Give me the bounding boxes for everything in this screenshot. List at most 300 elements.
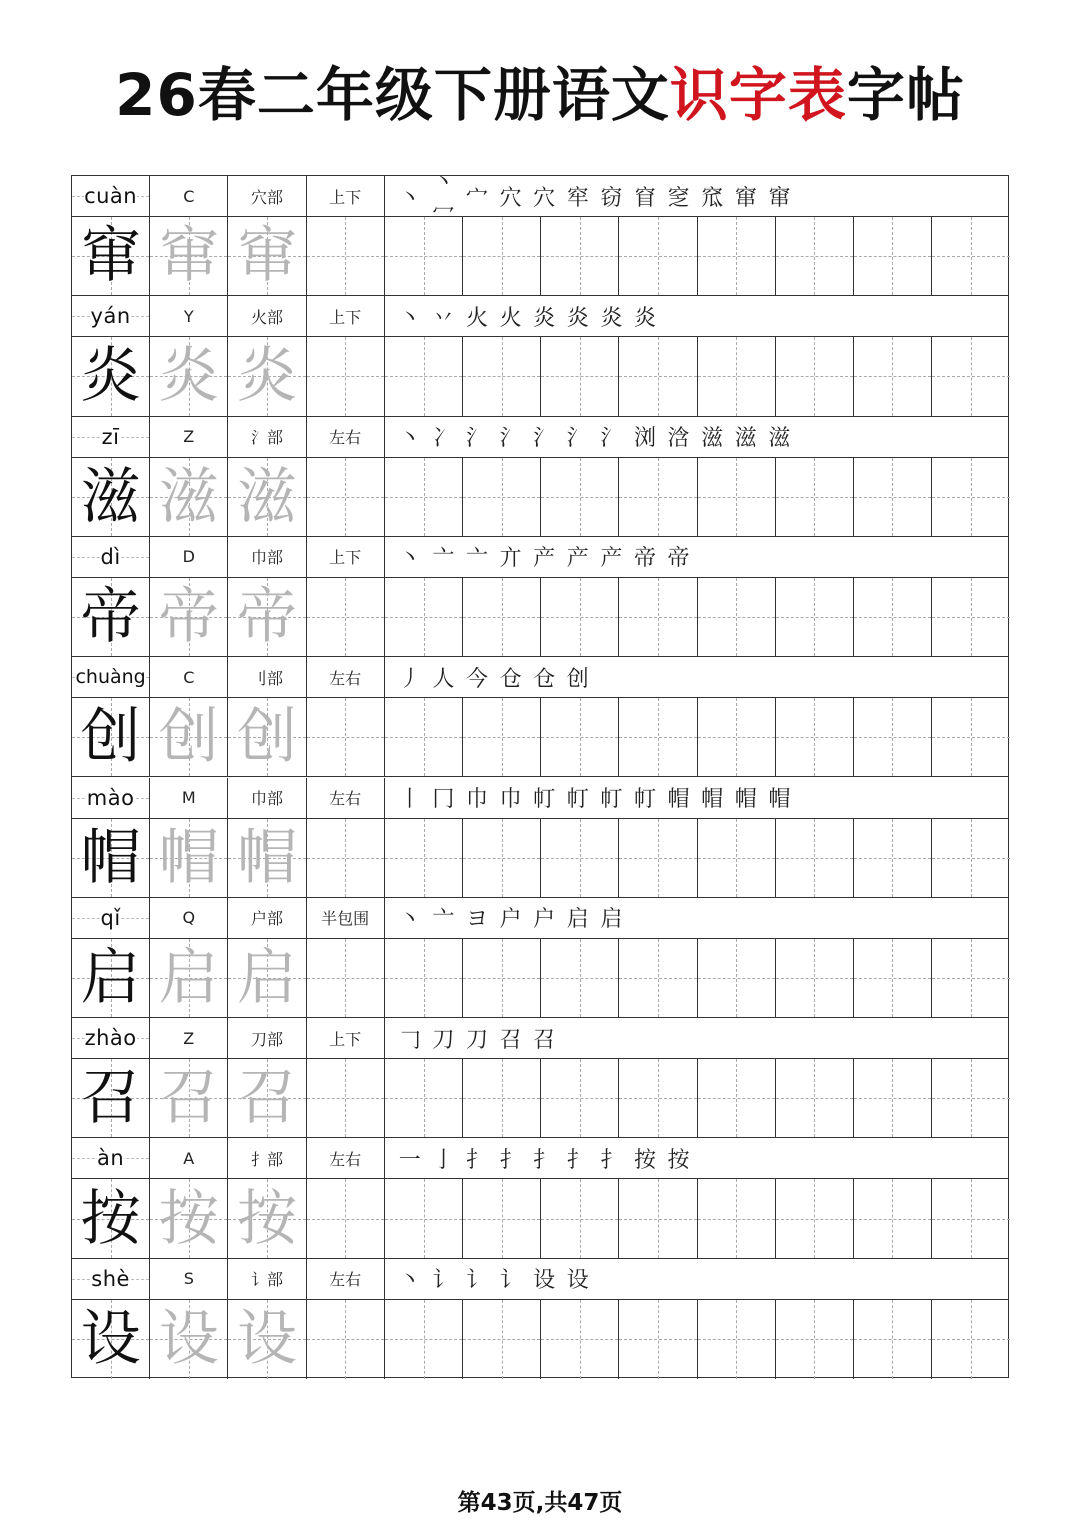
- stroke-step: 丶: [398, 185, 421, 211]
- stroke-step: 氵: [600, 426, 623, 452]
- blank-writing-cell[interactable]: [932, 698, 1010, 776]
- structure-cell: [307, 898, 385, 938]
- character-block: [72, 417, 1008, 537]
- info-row: [72, 296, 1008, 337]
- character-block: [72, 657, 1008, 777]
- practice-row: [72, 939, 1008, 1018]
- stroke-step: 帽: [768, 787, 791, 812]
- stroke-step: 召: [499, 1027, 522, 1053]
- pinyin-cell: [72, 537, 150, 577]
- stroke-step: 窜: [768, 185, 791, 211]
- info-row: [72, 898, 1008, 939]
- stroke-step: 滋: [701, 426, 724, 452]
- blank-writing-cell: [307, 458, 385, 536]
- stroke-step: 氵: [465, 426, 488, 452]
- stroke-step: 𠃌: [398, 1027, 421, 1053]
- blank-writing-cell[interactable]: [932, 217, 1010, 295]
- blank-writing-cell[interactable]: [619, 1179, 697, 1257]
- stroke-step: 丶: [398, 426, 421, 452]
- stroke-step: 刀: [432, 1027, 455, 1053]
- initial-letter-text: D: [182, 547, 195, 567]
- stroke-order-sequence: [385, 657, 1008, 697]
- trace-character: 召: [158, 1063, 219, 1134]
- blank-writing-cell[interactable]: [619, 578, 697, 656]
- initial-letter-cell: [150, 1018, 228, 1058]
- stroke-step: ヨ: [465, 907, 488, 933]
- blank-writing-cell[interactable]: [776, 1179, 854, 1257]
- pinyin-cell: [72, 296, 150, 336]
- stroke-step: 扌: [465, 1147, 488, 1173]
- blank-writing-cell[interactable]: [932, 458, 1010, 536]
- pinyin-text: shè: [91, 1266, 130, 1291]
- structure-text: 左右: [329, 1147, 361, 1170]
- stroke-step: 丨: [398, 787, 421, 812]
- practice-row: [72, 337, 1008, 416]
- trace-character-cell: [150, 578, 228, 656]
- structure-cell: [307, 778, 385, 818]
- pinyin-text: dì: [100, 544, 121, 569]
- model-character: 按: [80, 1183, 141, 1254]
- model-character: 帽: [80, 822, 141, 893]
- trace-character-cell: [228, 939, 306, 1017]
- initial-letter-cell: [150, 1259, 228, 1299]
- stroke-step: 讠: [465, 1268, 488, 1294]
- structure-cell: [307, 1138, 385, 1178]
- blank-writing-cell[interactable]: [385, 698, 463, 776]
- practice-row: [72, 1059, 1008, 1138]
- blank-writing-cell[interactable]: [541, 1059, 619, 1137]
- trace-character: 按: [158, 1183, 219, 1254]
- stroke-step: 户: [533, 907, 556, 933]
- initial-letter-text: Q: [182, 908, 196, 928]
- blank-writing-cell[interactable]: [776, 458, 854, 536]
- stroke-order-sequence: [385, 1138, 1008, 1178]
- stroke-step: 帄: [633, 787, 656, 812]
- blank-writing-cell[interactable]: [463, 819, 541, 897]
- blank-writing-cell[interactable]: [698, 578, 776, 656]
- blank-writing-cell[interactable]: [698, 1179, 776, 1257]
- trace-character: 设: [158, 1304, 219, 1375]
- blank-writing-cell[interactable]: [932, 819, 1010, 897]
- practice-row: [72, 578, 1008, 657]
- stroke-step: 窅: [633, 185, 656, 211]
- radical-cell: [228, 898, 306, 938]
- trace-character: 窜: [158, 221, 219, 292]
- stroke-step: 火: [465, 305, 488, 331]
- trace-character-cell: [150, 698, 228, 776]
- stroke-step: 帽: [701, 787, 724, 812]
- blank-writing-cell[interactable]: [854, 458, 932, 536]
- blank-writing-cell[interactable]: [932, 939, 1010, 1017]
- blank-writing-cell[interactable]: [698, 1059, 776, 1137]
- practice-sheet: [71, 170, 1009, 1378]
- model-character: 炎: [80, 341, 141, 412]
- stroke-step: 亠: [432, 907, 455, 933]
- initial-letter-text: M: [181, 788, 196, 807]
- stroke-step: 巾: [499, 787, 522, 812]
- blank-writing-cell[interactable]: [698, 217, 776, 295]
- stroke-step: 窃: [600, 185, 623, 211]
- stroke-step: 穴: [533, 185, 556, 211]
- model-character-cell: [72, 1179, 150, 1257]
- blank-writing-cell[interactable]: [776, 939, 854, 1017]
- structure-text: 上下: [329, 545, 361, 568]
- blank-writing-cell: [307, 217, 385, 295]
- initial-letter-text: A: [183, 1148, 195, 1168]
- radical-cell: [228, 1138, 306, 1178]
- stroke-step: 氵: [566, 426, 589, 452]
- blank-writing-cell[interactable]: [776, 1059, 854, 1137]
- pinyin-text: chuàng: [75, 666, 146, 689]
- blank-writing-cell[interactable]: [619, 458, 697, 536]
- blank-writing-cell[interactable]: [854, 578, 932, 656]
- blank-writing-cell[interactable]: [463, 939, 541, 1017]
- blank-writing-cell[interactable]: [385, 337, 463, 415]
- model-character-cell: [72, 337, 150, 415]
- radical-text: 刀部: [251, 1027, 283, 1050]
- blank-writing-cell[interactable]: [463, 578, 541, 656]
- blank-writing-cell[interactable]: [385, 819, 463, 897]
- stroke-step: 户: [499, 907, 522, 933]
- stroke-step: 丶: [398, 907, 421, 933]
- stroke-step: 按: [633, 1147, 656, 1173]
- blank-writing-cell[interactable]: [932, 1300, 1010, 1379]
- initial-letter-cell: [150, 296, 228, 336]
- structure-cell: [307, 657, 385, 697]
- stroke-step: 帄: [533, 787, 556, 812]
- trace-character-cell: [228, 217, 306, 295]
- trace-character-cell: [150, 458, 228, 536]
- info-row: [72, 657, 1008, 698]
- blank-writing-cell[interactable]: [698, 698, 776, 776]
- blank-writing-cell[interactable]: [932, 337, 1010, 415]
- pinyin-cell: [72, 657, 150, 697]
- stroke-step: 窆: [667, 185, 690, 211]
- blank-writing-cell[interactable]: [463, 458, 541, 536]
- pinyin-text: àn: [97, 1146, 125, 1171]
- blank-writing-cell[interactable]: [854, 819, 932, 897]
- blank-writing-cell[interactable]: [776, 819, 854, 897]
- blank-writing-cell[interactable]: [854, 217, 932, 295]
- character-block: [72, 1138, 1008, 1258]
- practice-row: [72, 217, 1008, 296]
- stroke-step: 丿: [398, 666, 421, 692]
- trace-character: 帽: [158, 822, 219, 893]
- blank-writing-cell[interactable]: [698, 1300, 776, 1379]
- structure-text: 上下: [329, 185, 361, 208]
- stroke-step: 亣: [499, 546, 522, 572]
- radical-text: 巾部: [251, 545, 283, 568]
- blank-writing-cell[interactable]: [932, 1059, 1010, 1137]
- blank-writing-cell[interactable]: [385, 939, 463, 1017]
- pinyin-cell: [72, 1018, 150, 1058]
- model-character-cell: [72, 698, 150, 776]
- model-character-cell: [72, 578, 150, 656]
- blank-writing-cell[interactable]: [776, 1300, 854, 1379]
- blank-writing-cell: [307, 578, 385, 656]
- radical-text: 穴部: [251, 185, 283, 208]
- blank-writing-cell[interactable]: [385, 217, 463, 295]
- stroke-step: 刀: [465, 1027, 488, 1053]
- trace-character-cell: [228, 1179, 306, 1257]
- info-row: [72, 1259, 1008, 1300]
- initial-letter-cell: [150, 898, 228, 938]
- info-row: [72, 417, 1008, 458]
- stroke-order-sequence: [385, 417, 1008, 457]
- stroke-order-sequence: [385, 778, 1008, 818]
- trace-character: 创: [236, 702, 297, 773]
- structure-text: 左右: [329, 425, 361, 448]
- trace-character-cell: [150, 819, 228, 897]
- blank-writing-cell[interactable]: [932, 1179, 1010, 1257]
- blank-writing-cell[interactable]: [463, 1059, 541, 1137]
- practice-row: [72, 1179, 1008, 1258]
- stroke-step: 启: [600, 907, 623, 933]
- initial-letter-text: C: [183, 186, 195, 206]
- trace-character-cell: [150, 939, 228, 1017]
- blank-writing-cell[interactable]: [385, 1300, 463, 1379]
- practice-row: [72, 1300, 1008, 1379]
- stroke-step: 仓: [533, 666, 556, 692]
- blank-writing-cell[interactable]: [698, 458, 776, 536]
- stroke-step: 穴: [499, 185, 522, 211]
- model-character-cell: [72, 458, 150, 536]
- stroke-step: 创: [566, 666, 589, 692]
- initial-letter-text: Z: [183, 1028, 195, 1048]
- radical-text: 巾部: [251, 786, 283, 809]
- pinyin-cell: [72, 898, 150, 938]
- blank-writing-cell[interactable]: [854, 939, 932, 1017]
- stroke-order-sequence: [385, 1259, 1008, 1299]
- blank-writing-cell[interactable]: [619, 819, 697, 897]
- trace-character: 帝: [236, 582, 297, 653]
- blank-writing-cell: [307, 698, 385, 776]
- stroke-step: 冂: [432, 787, 455, 812]
- stroke-step: 炎: [600, 305, 623, 331]
- blank-writing-cell: [307, 1059, 385, 1137]
- stroke-step: 扌: [533, 1147, 556, 1173]
- trace-character: 炎: [236, 341, 297, 412]
- trace-character-cell: [150, 1059, 228, 1137]
- stroke-step: 浏: [633, 426, 656, 452]
- stroke-step: 丶: [398, 305, 421, 331]
- stroke-step: 炎: [566, 305, 589, 331]
- stroke-step: 冫: [432, 426, 455, 452]
- blank-writing-cell[interactable]: [463, 217, 541, 295]
- radical-cell: [228, 1018, 306, 1058]
- pinyin-cell: [72, 778, 150, 818]
- pinyin-cell: [72, 1138, 150, 1178]
- practice-row: [72, 819, 1008, 898]
- radical-cell: [228, 778, 306, 818]
- blank-writing-cell[interactable]: [619, 698, 697, 776]
- stroke-step: 窊: [701, 185, 724, 211]
- title-part-1: 26春二年级下册语文: [115, 61, 670, 129]
- blank-writing-cell[interactable]: [385, 1179, 463, 1257]
- blank-writing-cell[interactable]: [619, 217, 697, 295]
- stroke-step: 炎: [633, 305, 656, 331]
- trace-character-cell: [150, 217, 228, 295]
- blank-writing-cell[interactable]: [541, 1179, 619, 1257]
- stroke-step: 帄: [566, 787, 589, 812]
- stroke-step: 召: [533, 1027, 556, 1053]
- trace-character-cell: [228, 337, 306, 415]
- structure-text: 半包围: [321, 906, 369, 929]
- initial-letter-cell: [150, 1138, 228, 1178]
- initial-letter-cell: [150, 417, 228, 457]
- blank-writing-cell: [307, 939, 385, 1017]
- stroke-step: 浛: [667, 426, 690, 452]
- structure-text: 上下: [329, 305, 361, 328]
- blank-writing-cell[interactable]: [463, 1179, 541, 1257]
- stroke-step: 亠: [465, 546, 488, 572]
- stroke-step: 滋: [734, 426, 757, 452]
- blank-writing-cell[interactable]: [854, 698, 932, 776]
- radical-cell: [228, 1259, 306, 1299]
- stroke-step: 窜: [734, 185, 757, 211]
- stroke-step: 产: [566, 546, 589, 572]
- blank-writing-cell[interactable]: [541, 939, 619, 1017]
- structure-cell: [307, 537, 385, 577]
- stroke-order-sequence: [385, 898, 1008, 938]
- stroke-step: 帝: [667, 546, 690, 572]
- title-part-3: 字帖: [846, 61, 965, 129]
- blank-writing-cell[interactable]: [541, 337, 619, 415]
- trace-character: 创: [158, 702, 219, 773]
- trace-character-cell: [228, 1059, 306, 1137]
- stroke-step: 窂: [566, 185, 589, 211]
- model-character-cell: [72, 217, 150, 295]
- stroke-order-sequence: [385, 537, 1008, 577]
- trace-character-cell: [228, 1300, 306, 1379]
- blank-writing-cell: [307, 1179, 385, 1257]
- blank-writing-cell[interactable]: [854, 1059, 932, 1137]
- title-part-2: 识字表: [669, 61, 847, 129]
- blank-writing-cell[interactable]: [698, 819, 776, 897]
- trace-character: 召: [236, 1063, 297, 1134]
- initial-letter-text: S: [183, 1269, 194, 1289]
- pinyin-text: mào: [86, 785, 135, 810]
- blank-writing-cell[interactable]: [541, 698, 619, 776]
- blank-writing-cell[interactable]: [541, 578, 619, 656]
- stroke-step: 产: [533, 546, 556, 572]
- stroke-step: 今: [465, 666, 488, 692]
- page-number: 第43页,共47页: [457, 1490, 623, 1516]
- pinyin-text: yán: [90, 304, 131, 329]
- character-block: [72, 296, 1008, 416]
- blank-writing-cell[interactable]: [619, 1059, 697, 1137]
- stroke-step: 讠: [499, 1268, 522, 1294]
- blank-writing-cell[interactable]: [541, 819, 619, 897]
- stroke-step: 设: [566, 1268, 589, 1294]
- stroke-order-sequence: [385, 296, 1008, 336]
- stroke-step: 氵: [499, 426, 522, 452]
- stroke-step: 炎: [533, 305, 556, 331]
- radical-cell: [228, 296, 306, 336]
- model-character: 帝: [80, 582, 141, 653]
- blank-writing-cell[interactable]: [854, 1300, 932, 1379]
- blank-writing-cell[interactable]: [541, 217, 619, 295]
- blank-writing-cell[interactable]: [854, 1179, 932, 1257]
- blank-writing-cell[interactable]: [776, 578, 854, 656]
- stroke-step: 设: [533, 1268, 556, 1294]
- blank-writing-cell[interactable]: [463, 1300, 541, 1379]
- blank-writing-cell[interactable]: [698, 939, 776, 1017]
- stroke-step: 丷: [432, 305, 455, 331]
- pinyin-text: cuàn: [84, 184, 138, 208]
- model-character: 窜: [80, 221, 141, 292]
- info-row: [72, 1018, 1008, 1059]
- blank-writing-cell[interactable]: [776, 217, 854, 295]
- blank-writing-cell[interactable]: [385, 1059, 463, 1137]
- stroke-step: 扌: [600, 1147, 623, 1173]
- blank-writing-cell[interactable]: [854, 337, 932, 415]
- character-block: [72, 1018, 1008, 1138]
- radical-cell: [228, 176, 306, 216]
- pinyin-cell: [72, 176, 150, 216]
- practice-row: [72, 458, 1008, 537]
- trace-character: 滋: [158, 461, 219, 532]
- model-character: 召: [80, 1063, 141, 1134]
- model-character-cell: [72, 1300, 150, 1379]
- structure-text: 上下: [329, 1027, 361, 1050]
- radical-text: 扌部: [251, 1147, 283, 1170]
- structure-cell: [307, 1018, 385, 1058]
- stroke-step: 人: [432, 666, 455, 692]
- structure-text: 左右: [329, 786, 361, 809]
- blank-writing-cell[interactable]: [619, 337, 697, 415]
- model-character-cell: [72, 819, 150, 897]
- blank-writing-cell[interactable]: [932, 578, 1010, 656]
- initial-letter-cell: [150, 657, 228, 697]
- radical-text: 户部: [251, 906, 283, 929]
- model-character-cell: [72, 1059, 150, 1137]
- blank-writing-cell[interactable]: [619, 939, 697, 1017]
- blank-writing-cell[interactable]: [463, 337, 541, 415]
- trace-character: 滋: [236, 461, 297, 532]
- trace-character: 炎: [158, 341, 219, 412]
- info-row: [72, 1138, 1008, 1179]
- blank-writing-cell[interactable]: [541, 458, 619, 536]
- pinyin-text: zī: [101, 424, 120, 449]
- pinyin-cell: [72, 1259, 150, 1299]
- initial-letter-cell: [150, 537, 228, 577]
- structure-cell: [307, 417, 385, 457]
- blank-writing-cell[interactable]: [541, 1300, 619, 1379]
- trace-character-cell: [228, 819, 306, 897]
- blank-writing-cell[interactable]: [619, 1300, 697, 1379]
- radical-cell: [228, 657, 306, 697]
- stroke-step: 帄: [600, 787, 623, 812]
- blank-writing-cell: [307, 819, 385, 897]
- page-title: [0, 48, 1080, 132]
- radical-cell: [228, 417, 306, 457]
- stroke-step: 帝: [633, 546, 656, 572]
- stroke-step: 丶冖: [432, 170, 455, 226]
- blank-writing-cell[interactable]: [776, 337, 854, 415]
- blank-writing-cell[interactable]: [463, 698, 541, 776]
- blank-writing-cell: [307, 337, 385, 415]
- trace-character: 启: [236, 942, 297, 1013]
- blank-writing-cell[interactable]: [385, 458, 463, 536]
- character-block: [72, 1259, 1008, 1379]
- blank-writing-cell[interactable]: [698, 337, 776, 415]
- blank-writing-cell[interactable]: [385, 578, 463, 656]
- blank-writing-cell[interactable]: [776, 698, 854, 776]
- stroke-step: 扌: [499, 1147, 522, 1173]
- stroke-step: 产: [600, 546, 623, 572]
- stroke-step: 仓: [499, 666, 522, 692]
